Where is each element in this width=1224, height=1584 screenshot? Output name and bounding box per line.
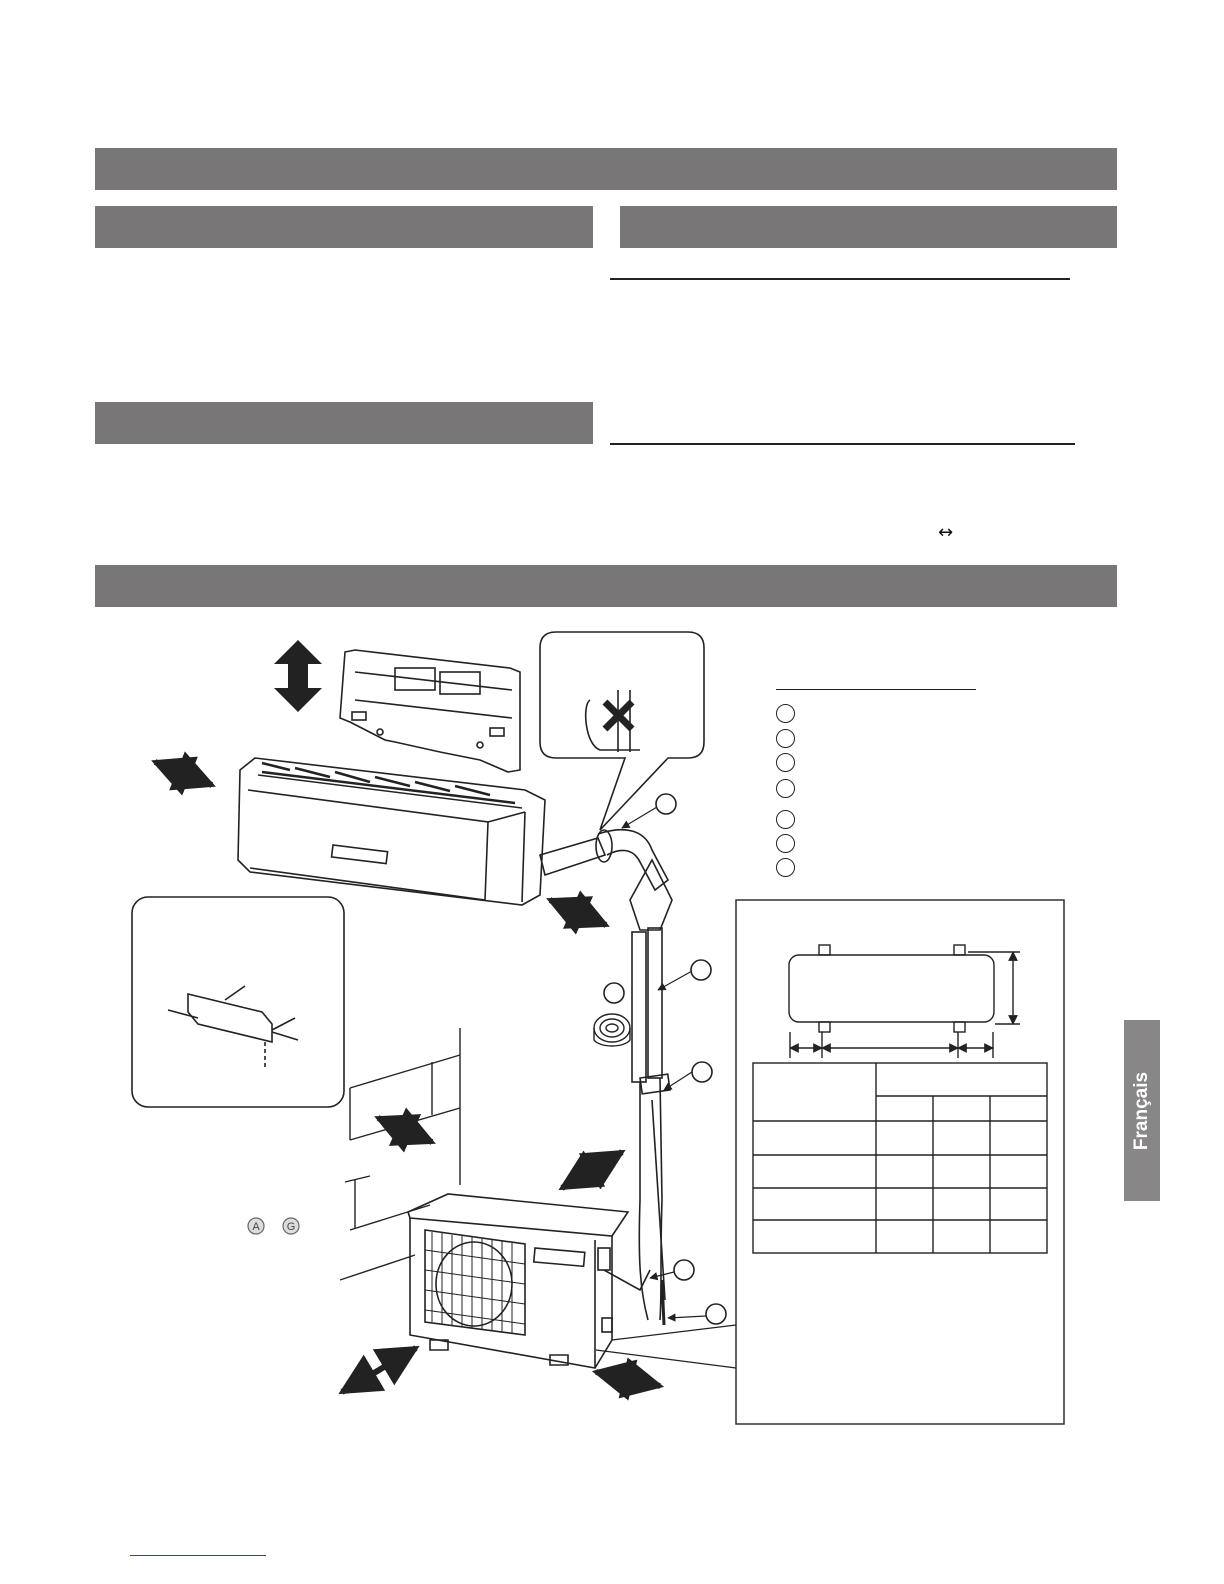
legend-circle-a	[776, 704, 795, 723]
detail-callout-box	[132, 897, 344, 1107]
connection-cable	[604, 1270, 650, 1290]
outdoor-right-arrow	[596, 1372, 660, 1386]
legend-circle-e	[776, 810, 795, 829]
outdoor-front-arrow	[342, 1348, 416, 1392]
insulation-tape-roll	[594, 1014, 630, 1046]
vertical-double-arrow	[274, 640, 322, 712]
detail-leader-lines	[596, 1325, 736, 1368]
legend-circle-b	[776, 729, 795, 748]
indoor-right-arrow	[550, 900, 606, 925]
legend-circle-c	[776, 753, 795, 772]
outdoor-unit	[408, 1194, 628, 1368]
language-label: Français	[1131, 1071, 1152, 1150]
swap-arrow-glyph: ↔	[938, 522, 954, 543]
legend-rule	[776, 689, 976, 690]
legend-marker-g: G	[286, 1221, 296, 1233]
pipe-caution-callout	[540, 632, 704, 830]
outdoor-top-arrow	[562, 1152, 622, 1188]
dimension-detail-box	[736, 900, 1064, 1424]
language-side-tab[interactable]	[1124, 1020, 1160, 1201]
mounting-plate	[340, 650, 520, 772]
outdoor-unit-grille	[425, 1232, 525, 1333]
footer-link-underline	[130, 1555, 266, 1556]
indoor-left-arrow	[155, 762, 212, 785]
legend-circle-g	[776, 858, 795, 877]
legend-marker-a: A	[252, 1221, 260, 1233]
legend-circle-d	[776, 779, 795, 798]
legend-circle-f	[776, 834, 795, 853]
